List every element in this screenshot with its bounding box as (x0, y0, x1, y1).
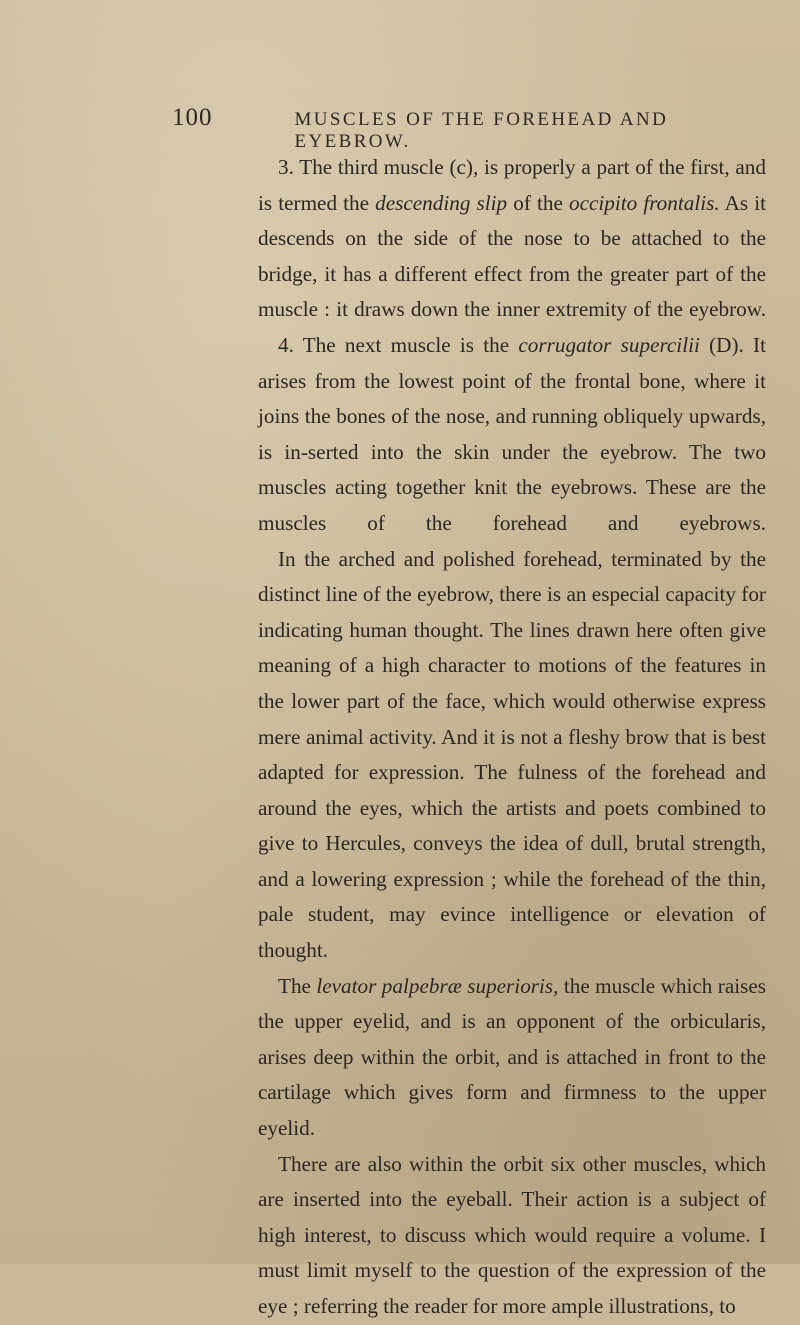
page-number: 100 (172, 104, 213, 131)
paragraph-descending-slip (258, 150, 766, 328)
page-header (172, 104, 772, 152)
paragraph-forehead-expression (258, 542, 766, 969)
italic-term: descending slip (375, 190, 508, 215)
text-run: As it descends on the side of the nose to be attached to the bridge, it has a different effect from the greater part of the muscle : it draws down the inner extremity of the eyebrow. (258, 190, 766, 322)
italic-term: occipito frontalis. (568, 190, 720, 215)
paragraph-levator (258, 969, 766, 1147)
text-run: the muscle which raises the upper eyelid, and is an opponent of the orbicularis, arises deep within the orbit, and is attached in front to the cartilage which gives form and firmness to the upper eyelid. (258, 973, 767, 1141)
running-head: MUSCLES OF THE FOREHEAD AND EYEBROW. (294, 109, 669, 152)
text-run: (D). It arises from the lowest point of the frontal bone, where it joins the bones of the nose, and running obliquely upwards, is in-serted into the skin under the eyebrow. The two muscles acting together knit the eyebrows. These are the muscles of the forehead and eyebrows. (258, 332, 766, 535)
body-text (258, 150, 766, 1325)
paragraph-corrugator (258, 328, 766, 542)
text-run: The (278, 973, 317, 998)
text-run: of the (507, 190, 569, 215)
text-run: There are also within the orbit six other muscles, which are inserted into the eyeball. Their action is a subject of high interest, to discuss which would require a volume. I must limit myself to the question of the expression of the eye ; referring the reader for more ample illustrations, to (258, 1151, 766, 1318)
italic-term: corrugator supercilii (518, 332, 700, 357)
paragraph-orbit-muscles (258, 1147, 766, 1325)
text-run: 4. The next muscle is the (278, 332, 519, 357)
text-run: 3. The third muscle (c), is properly a part of the first, and is termed the (258, 155, 766, 215)
text-run: In the arched and polished forehead, terminated by the distinct line of the eyebrow, there is an especial capacity for indicating human thought. The lines drawn here often give meaning of a high character to motions of the features in the lower part of the face, which would otherwise express mere animal activity. And it is not a fleshy brow that is best adapted for expression. The fulness of the forehead and around the eyes, which the artists and poets combined to give to Hercules, conveys the idea of dull, brutal strength, and a lowering expression ; while the forehead of the thin, pale student, may evince intelligence or elevation of thought. (258, 546, 766, 963)
italic-term: levator palpebræ superioris, (316, 973, 559, 998)
